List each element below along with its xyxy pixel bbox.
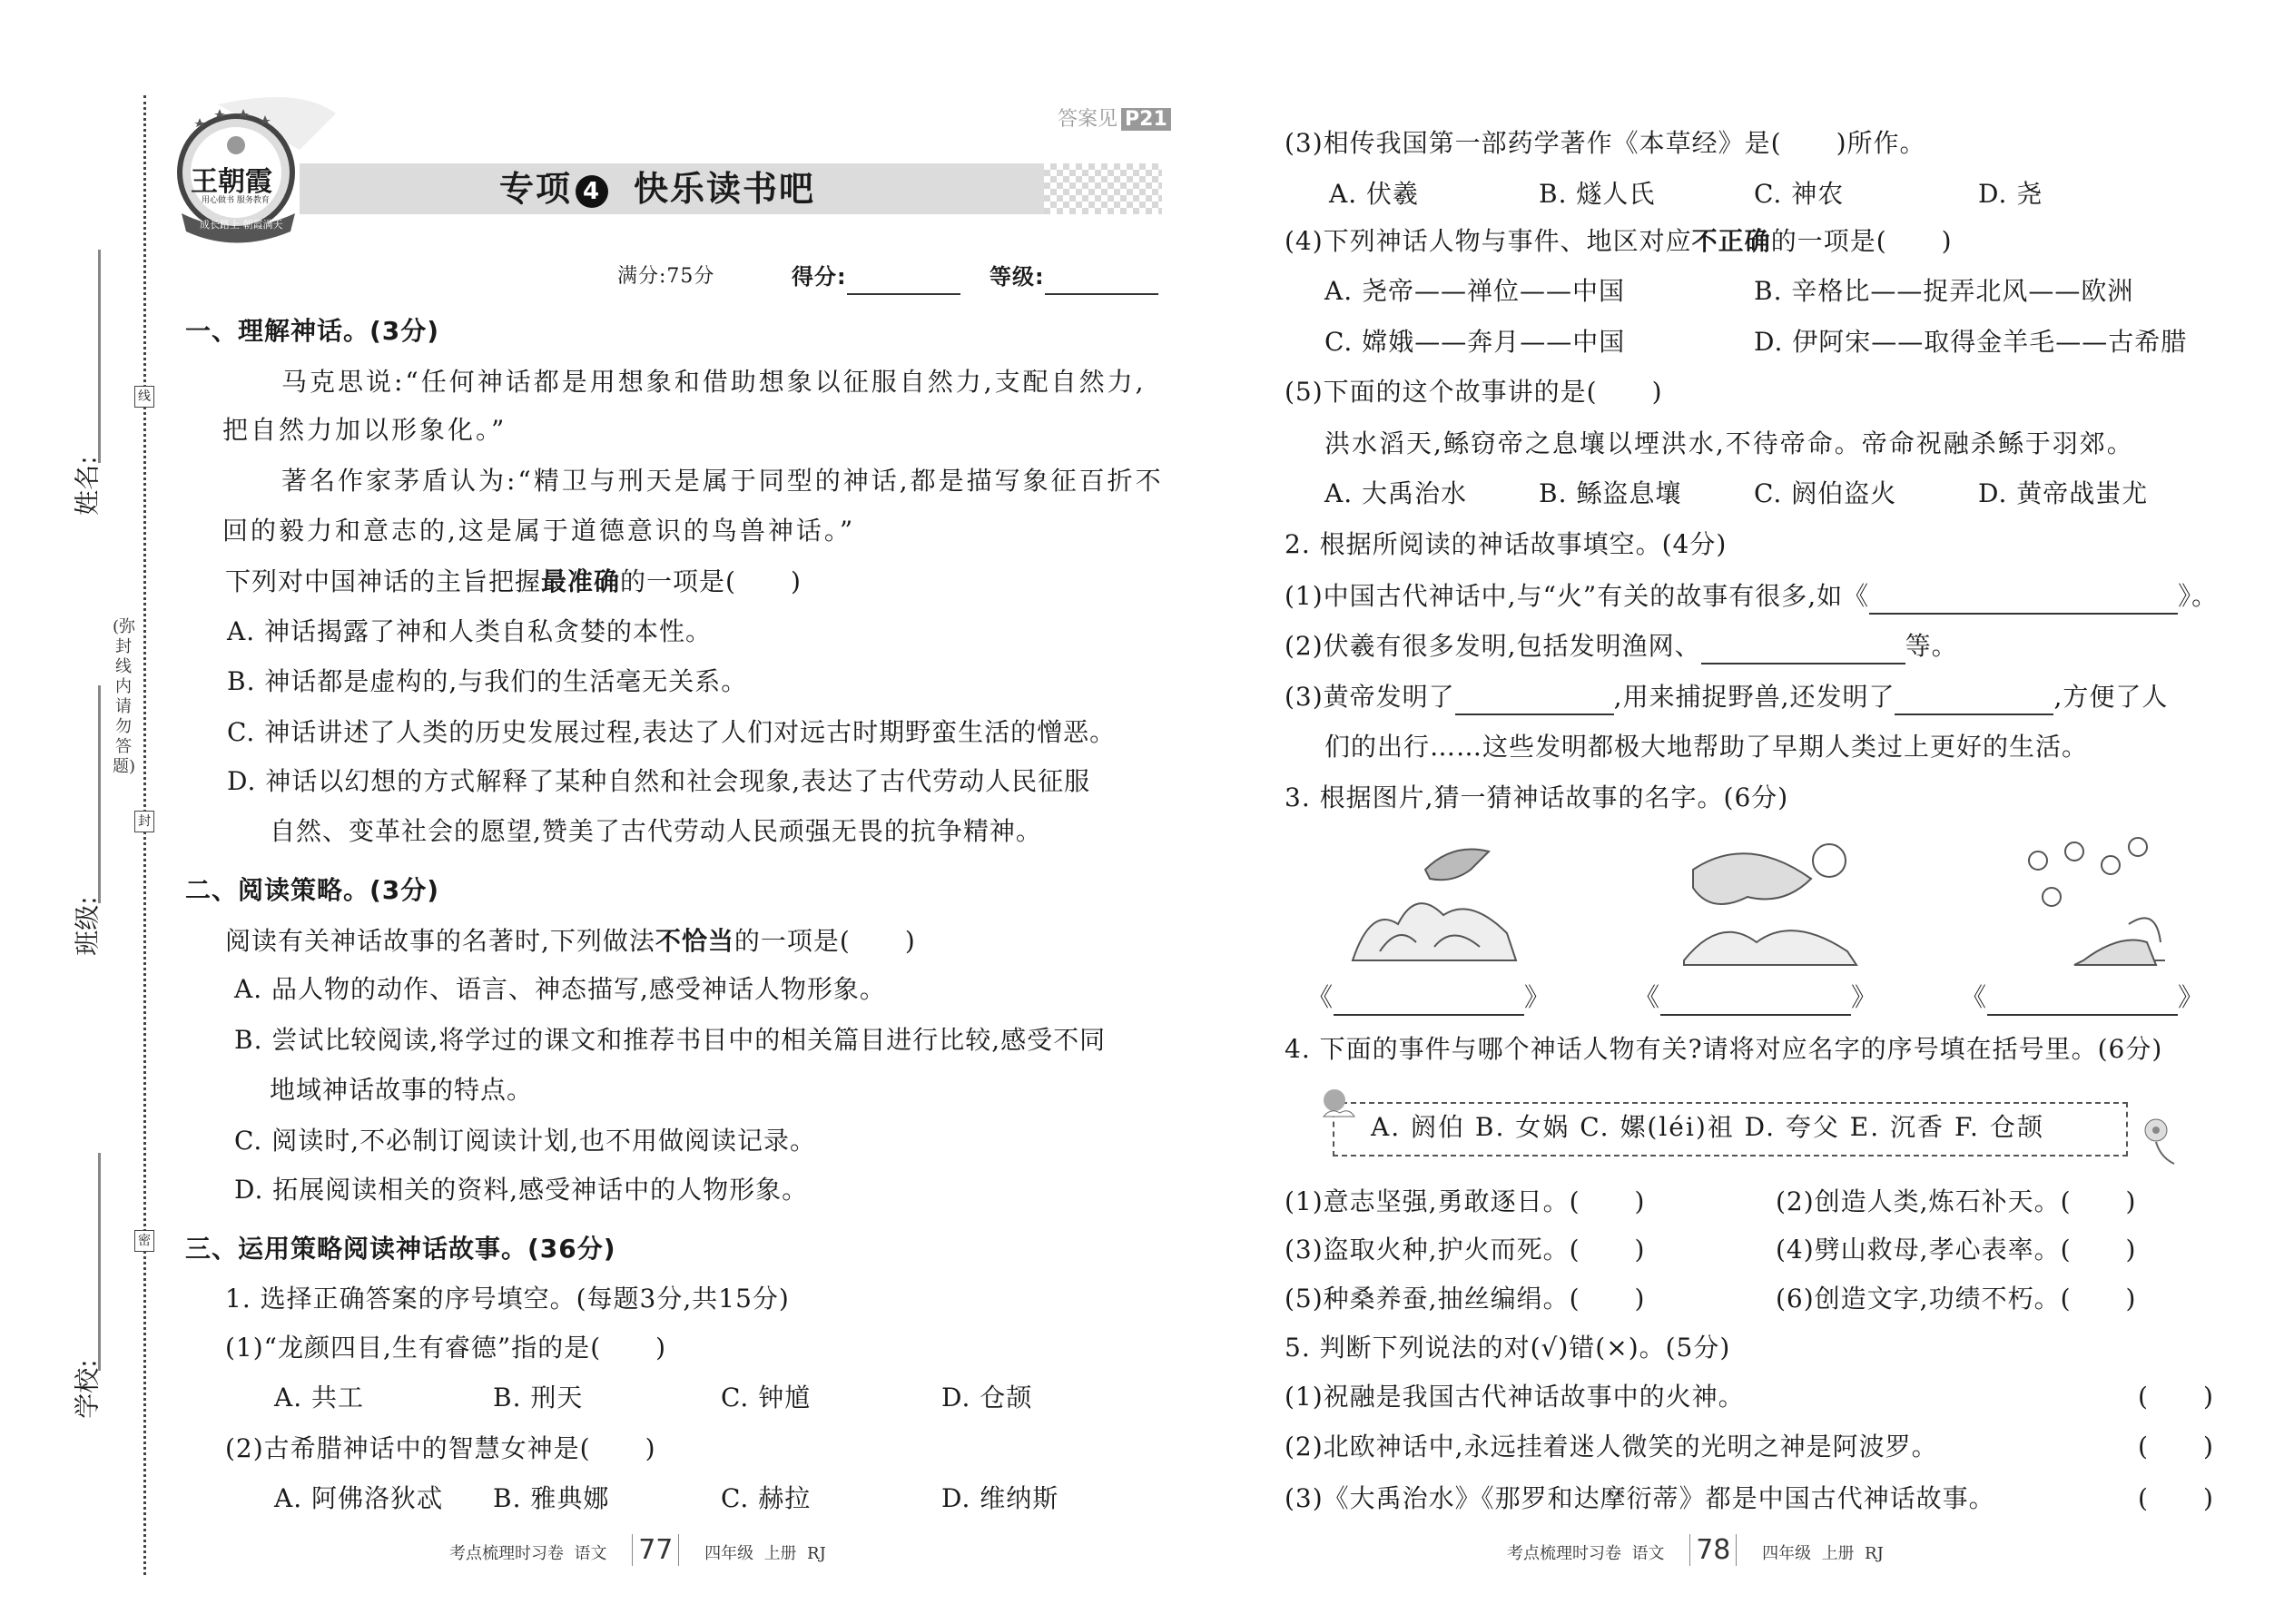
option: C. 神话讲述了人类的历史发展过程,表达了人们对远古时期野蛮生活的憎恶。 <box>227 717 1117 747</box>
q4-1: (1)意志坚强,勇敢逐日。( ) <box>1285 1186 1646 1216</box>
option: A. 大禹治水 <box>1324 478 1468 508</box>
footer-right <box>1507 1534 1884 1566</box>
school-field-line[interactable] <box>98 1153 101 1371</box>
option: B. 雅典娜 <box>493 1483 610 1513</box>
footer-series: 考点梳理时习卷 <box>1507 1544 1621 1563</box>
q2-1: (1)中国古代神话中,与“火”有关的故事有很多,如《 》。 <box>1285 578 2218 615</box>
option: B. 刑天 <box>493 1383 584 1412</box>
q1-2-options <box>0 1481 1180 1517</box>
full-score: 满分:75分 <box>617 265 715 288</box>
option: D. 维纳斯 <box>941 1483 1059 1513</box>
option: D. 神话以幻想的方式解释了某种自然和社会现象,表达了古代劳动人民征服 <box>227 766 1091 796</box>
section1-question: 下列对中国神话的主旨把握最准确的一项是( ) <box>225 566 802 596</box>
q1-1-options <box>0 1380 1180 1416</box>
title-text: 快乐读书吧 <box>634 169 816 209</box>
answer-page: P21 <box>1121 108 1171 131</box>
section2-question: 阅读有关神话故事的名著时,下列做法不恰当的一项是( ) <box>225 926 916 956</box>
score-label: 得分: <box>792 264 847 290</box>
q3-heading: 3. 根据图片,猜一猜神话故事的名字。(6分) <box>1285 782 1789 812</box>
q2-3-cont: 们的出行……这些发明都极大地帮助了早期人类过上更好的生活。 <box>1324 732 2089 762</box>
footer-subject: 语文 <box>1631 1544 1665 1563</box>
quote-marx-cont: 把自然力加以形象化。” <box>222 415 507 445</box>
footer-grade: 四年级 <box>704 1544 754 1563</box>
option: C. 嫦娥——奔月——中国 <box>1324 327 1626 357</box>
grade-label: 等级: <box>989 264 1045 290</box>
q1-2: (2)古希腊神话中的智慧女神是( ) <box>225 1433 656 1463</box>
q4-2: (2)创造人类,炼石补天。( ) <box>1776 1186 2137 1216</box>
option: B. 辛格比——捉弄北风——欧洲 <box>1754 276 2134 306</box>
q2-3: (3)黄帝发明了 ,用来捕捉野兽,还发明了 ,方便了人 <box>1285 679 2168 715</box>
option: B. 鲧盗息壤 <box>1539 478 1682 508</box>
option: C. 神农 <box>1754 179 1845 209</box>
q4-heading: 4. 下面的事件与哪个神话人物有关?请将对应名字的序号填在括号里。(6分) <box>1285 1034 2163 1064</box>
q4-4: (4)劈山救母,孝心表率。( ) <box>1776 1235 2137 1265</box>
seal-note: (弥封线内请勿答题) <box>113 617 136 776</box>
q1-3-options <box>0 176 2294 212</box>
judge-blank[interactable]: ( ) <box>2138 1483 2214 1513</box>
q2-2: (2)伏羲有很多发明,包括发明渔网、 等。 <box>1285 628 1958 664</box>
option: D. 拓展阅读相关的资料,感受神话中的人物形象。 <box>234 1175 809 1205</box>
option: A. 阿佛洛狄忒 <box>274 1483 444 1513</box>
option: A. 共工 <box>274 1383 365 1412</box>
answer-ref-label: 答案见 <box>1058 108 1118 131</box>
q1-3: (3)相传我国第一部药学著作《本草经》是( )所作。 <box>1285 128 1926 158</box>
flower-decoration-icon <box>2129 1098 2183 1171</box>
option: C. 赫拉 <box>721 1483 812 1513</box>
seal-mark: 线 <box>134 386 154 408</box>
option: B. 尝试比较阅读,将学过的课文和推荐书目中的相关篇目进行比较,感受不同 <box>234 1025 1107 1055</box>
footer-volume: 上册 <box>1821 1544 1855 1563</box>
fill-blank[interactable] <box>1701 635 1905 664</box>
change-flying-moon-picture <box>1675 833 1866 969</box>
quote-maodun-cont: 回的毅力和意志的,这是属于道德意识的鸟兽神话。” <box>222 516 856 546</box>
option: B. 燧人氏 <box>1539 179 1656 209</box>
name-label: 姓名: <box>72 456 103 516</box>
q2-heading: 2. 根据所阅读的神话故事填空。(4分) <box>1285 529 1728 559</box>
seal-mark: 密 <box>134 1230 154 1252</box>
footer-edition: RJ <box>1865 1544 1884 1563</box>
q1-1: (1)“龙颜四目,生有睿德”指的是( ) <box>225 1333 667 1363</box>
footer-subject: 语文 <box>574 1544 607 1563</box>
fill-blank[interactable] <box>1455 686 1614 715</box>
q5-1: (1)祝融是我国古代神话故事中的火神。 <box>1285 1382 1745 1412</box>
q1-4: (4)下列神话人物与事件、地区对应不正确的一项是( ) <box>1285 226 1953 256</box>
footer-edition: RJ <box>807 1544 826 1563</box>
section2-heading: 二、阅读策略。(3分) <box>185 875 440 905</box>
seal-mark: 封 <box>134 811 154 832</box>
houyi-shooting-suns-picture <box>2002 833 2183 969</box>
quote-marx: 马克思说:“任何神话都是用想象和借助想象以征服自然力,支配自然力, <box>281 367 1147 397</box>
judge-blank[interactable]: ( ) <box>2138 1432 2214 1462</box>
judge-blank[interactable]: ( ) <box>2138 1382 2214 1412</box>
logo-name: 王朝霞 <box>191 166 272 198</box>
picture1-answer[interactable]: 《 》 <box>1307 979 1551 1016</box>
class-label: 班级: <box>72 896 103 956</box>
page-number: 78 <box>1689 1534 1737 1566</box>
quote-maodun: 著名作家茅盾认为:“精卫与刑天是属于同型的神话,都是描写象征百折不 <box>281 466 1164 496</box>
picture3-answer[interactable]: 《 》 <box>1961 979 2204 1016</box>
option: C. 钟馗 <box>721 1383 812 1412</box>
logo-banner: 成长路上 朝霞满天 <box>200 219 283 231</box>
q1-5: (5)下面的这个故事讲的是( ) <box>1285 377 1663 407</box>
q5-2: (2)北欧神话中,永远挂着迷人微笑的光明之神是阿波罗。 <box>1285 1432 1938 1462</box>
title-prefix: 专项 <box>499 169 573 209</box>
logo-tagline: 用心做书 服务教育 <box>202 196 270 205</box>
title-number: 4 <box>576 175 608 208</box>
option: A. 神话揭露了神和人类自私贪婪的本性。 <box>227 616 713 646</box>
answer-reference <box>1058 103 1171 132</box>
q1-4-options-row1 <box>0 273 2294 310</box>
option-cont: 地域神话故事的特点。 <box>270 1075 534 1105</box>
q1-5-passage: 洪水滔天,鲧窃帝之息壤以堙洪水,不待帝命。帝命祝融杀鲧于羽郊。 <box>1324 428 2134 458</box>
picture2-answer[interactable]: 《 》 <box>1634 979 1877 1016</box>
option: C. 阏伯盗火 <box>1754 478 1897 508</box>
seal-dotted-line <box>143 95 146 1575</box>
option-cont: 自然、变革社会的愿望,赞美了古代劳动人民顽强无畏的抗争精神。 <box>270 816 1042 846</box>
option: D. 尧 <box>1978 179 2043 209</box>
q1-4-options-row2 <box>0 324 2294 360</box>
page-number: 77 <box>632 1534 679 1566</box>
q4-5: (5)种桑养蚕,抽丝编绢。( ) <box>1285 1284 1646 1314</box>
option: A. 品人物的动作、语言、神态描写,感受神话人物形象。 <box>234 974 886 1004</box>
footer-grade: 四年级 <box>1762 1544 1812 1563</box>
fill-blank[interactable] <box>1895 686 2053 715</box>
footer-volume: 上册 <box>763 1544 797 1563</box>
q1-5-options <box>0 476 2294 512</box>
option: A. 伏羲 <box>1329 179 1420 209</box>
q5-3: (3)《大禹治水》《那罗和达摩衍蒂》都是中国古代神话故事。 <box>1285 1483 1995 1513</box>
option: B. 神话都是虚构的,与我们的生活毫无关系。 <box>227 666 748 696</box>
section1-heading: 一、理解神话。(3分) <box>185 316 440 346</box>
q4-6: (6)创造文字,功绩不朽。( ) <box>1776 1284 2137 1314</box>
fill-blank[interactable] <box>1869 586 2178 615</box>
option: D. 仓颉 <box>941 1383 1033 1412</box>
school-label: 学校: <box>72 1359 103 1419</box>
option: D. 黄帝战蚩尤 <box>1978 478 2149 508</box>
footer-left <box>449 1534 826 1566</box>
option: D. 伊阿宋——取得金羊毛——古希腊 <box>1754 327 2188 357</box>
class-field-line[interactable] <box>98 685 101 903</box>
option: C. 阅读时,不必制订阅读计划,也不用做阅读记录。 <box>234 1126 817 1156</box>
q4-3: (3)盗取火种,护火而死。( ) <box>1285 1235 1646 1265</box>
footer-series: 考点梳理时习卷 <box>449 1544 564 1563</box>
option: A. 尧帝——禅位——中国 <box>1324 276 1626 306</box>
section3-heading: 三、运用策略阅读神话故事。(36分) <box>185 1234 616 1264</box>
name-options: A. 阏伯 B. 女娲 C. 嫘(léi)祖 D. 夸父 E. 沉香 F. 仓颉 <box>1371 1112 2044 1142</box>
q5-heading: 5. 判断下列说法的对(√)错(×)。(5分) <box>1285 1333 1731 1363</box>
q1-heading: 1. 选择正确答案的序号填空。(每题3分,共15分) <box>225 1284 790 1314</box>
jingwei-bird-waves-picture <box>1344 833 1534 969</box>
sun-cloud-icon <box>1314 1082 1360 1127</box>
